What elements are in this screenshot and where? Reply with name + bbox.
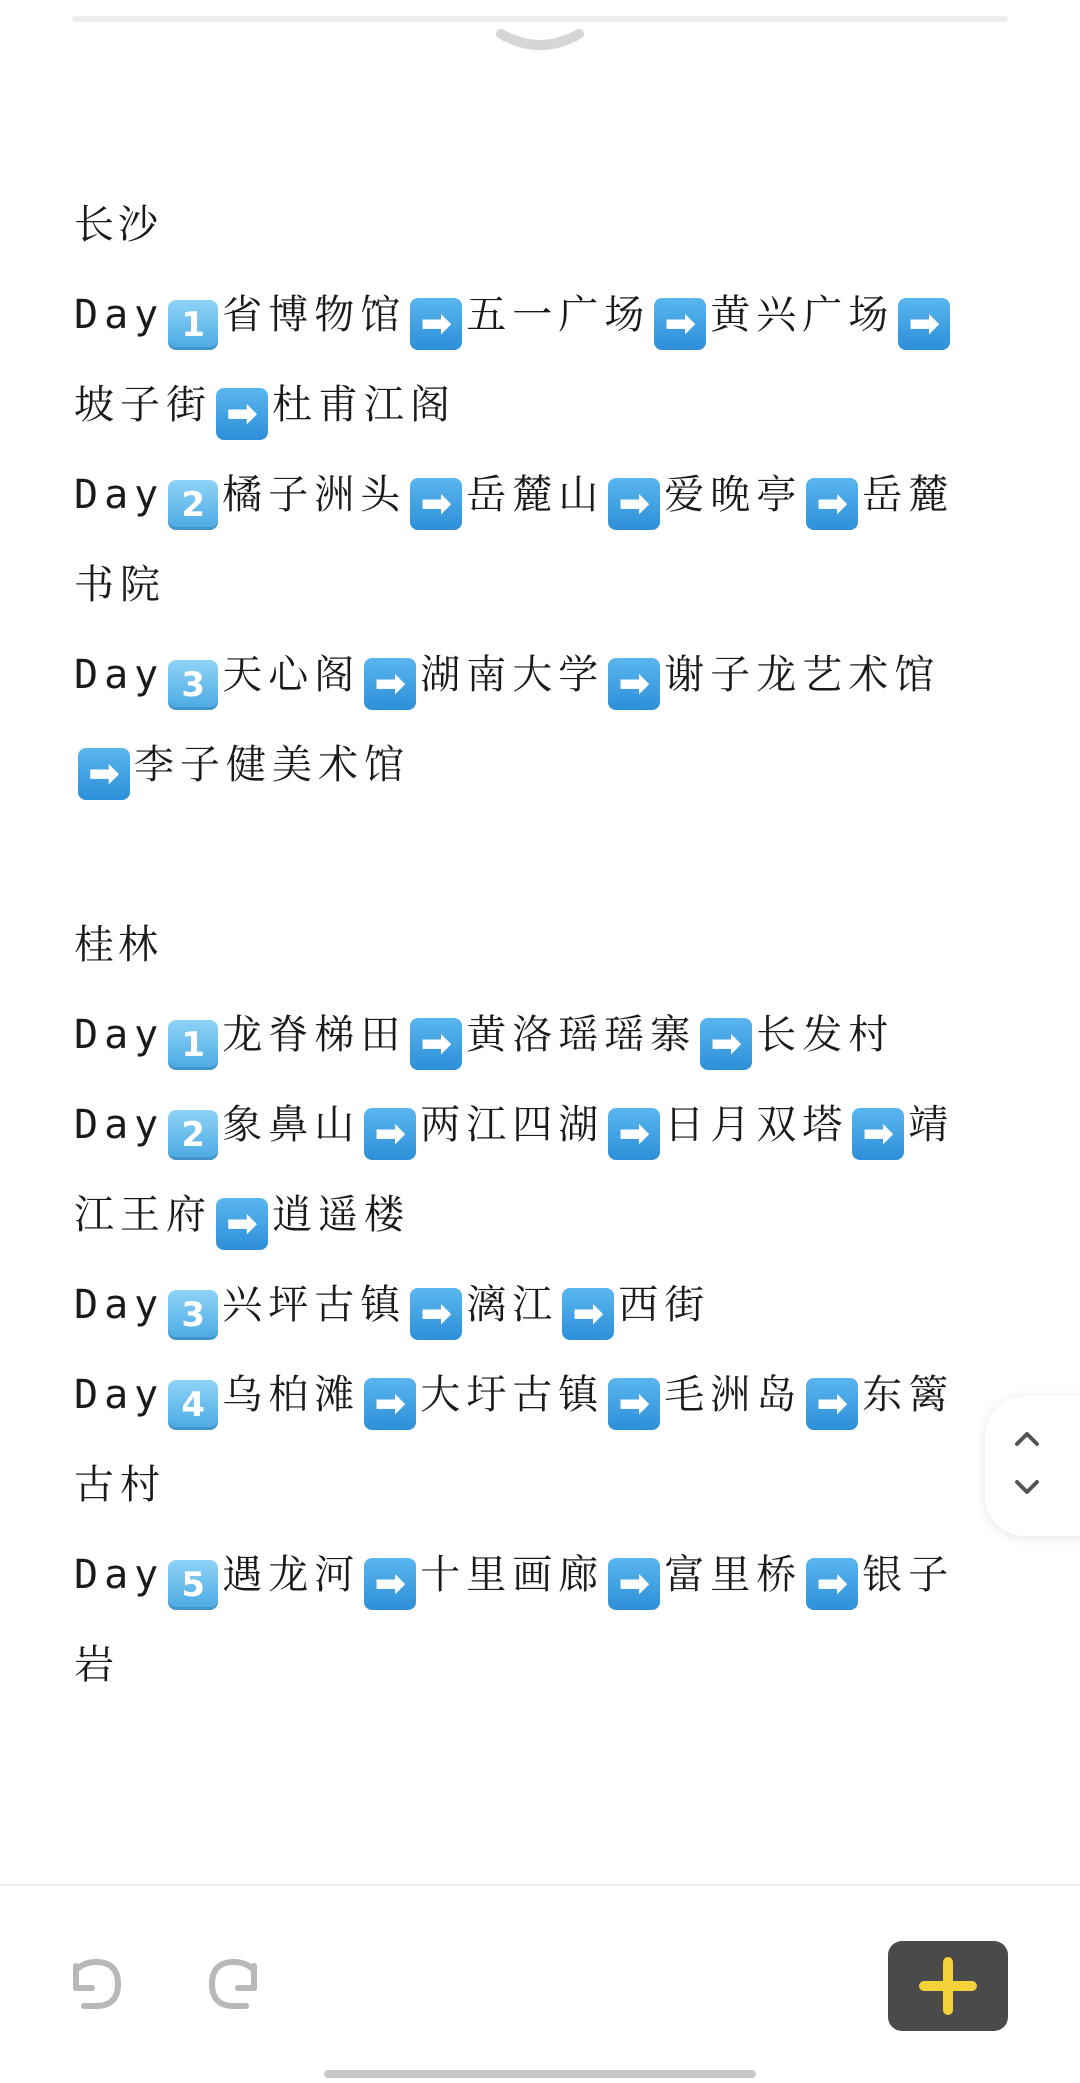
arrow-right-icon: ➡ xyxy=(216,1198,268,1250)
arrow-right-icon: ➡ xyxy=(364,1108,416,1160)
stop-name: 富里桥 xyxy=(664,1552,803,1598)
chevron-down-icon[interactable] xyxy=(1007,1468,1047,1508)
arrow-right-icon: ➡ xyxy=(700,1018,752,1070)
day-number-keycap: 5 xyxy=(168,1560,218,1610)
stop-name: 日月双塔 xyxy=(664,1102,849,1148)
arrow-right-icon: ➡ xyxy=(562,1288,614,1340)
stop-name: 西街 xyxy=(618,1282,711,1328)
scroll-control xyxy=(985,1396,1080,1536)
add-button[interactable] xyxy=(888,1941,1008,2031)
arrow-right-icon: ➡ xyxy=(410,478,462,530)
stop-name: 李子健美术馆 xyxy=(134,742,410,788)
arrow-right-icon: ➡ xyxy=(608,658,660,710)
stop-name: 岳麓书院 xyxy=(74,472,955,608)
stop-name: 橘子洲头 xyxy=(222,472,407,518)
itinerary-line xyxy=(74,450,974,630)
stop-name: 岳麓山 xyxy=(466,472,605,518)
undo-icon[interactable] xyxy=(62,1948,132,2018)
stop-name: 黄兴广场 xyxy=(710,292,895,338)
stop-name: 谢子龙艺术馆 xyxy=(664,652,941,698)
day-number-keycap: 4 xyxy=(168,1380,218,1430)
arrow-right-icon: ➡ xyxy=(410,1288,462,1340)
stop-name: 十里画廊 xyxy=(420,1552,605,1598)
top-divider xyxy=(72,16,1008,22)
itinerary-line xyxy=(74,1350,974,1530)
day-number-keycap: 2 xyxy=(168,480,218,530)
arrow-right-icon: ➡ xyxy=(410,298,462,350)
stop-name: 省博物馆 xyxy=(222,292,407,338)
day-number-keycap: 3 xyxy=(168,1290,218,1340)
itinerary-line xyxy=(74,270,974,450)
plus-icon xyxy=(918,1956,978,2016)
arrow-right-icon: ➡ xyxy=(364,1378,416,1430)
day-prefix: Day xyxy=(74,1282,165,1328)
stop-name: 龙脊梯田 xyxy=(222,1012,407,1058)
city-section xyxy=(74,900,974,1710)
city-heading: 长沙 xyxy=(74,202,162,248)
stop-name: 五一广场 xyxy=(466,292,651,338)
day-prefix: Day xyxy=(74,1372,165,1418)
day-prefix: Day xyxy=(74,1012,165,1058)
arrow-right-icon: ➡ xyxy=(852,1108,904,1160)
arrow-right-icon: ➡ xyxy=(78,748,130,800)
day-prefix: Day xyxy=(74,1102,165,1148)
redo-icon[interactable] xyxy=(198,1948,268,2018)
day-number-keycap: 1 xyxy=(168,300,218,350)
day-number-keycap: 1 xyxy=(168,1020,218,1070)
stop-name: 两江四湖 xyxy=(420,1102,605,1148)
itinerary-line xyxy=(74,990,974,1080)
arrow-right-icon: ➡ xyxy=(364,1558,416,1610)
chevron-down-icon[interactable] xyxy=(495,26,585,62)
stop-name: 遇龙河 xyxy=(222,1552,361,1598)
itinerary-line xyxy=(74,1080,974,1260)
arrow-right-icon: ➡ xyxy=(654,298,706,350)
stop-name: 毛洲岛 xyxy=(664,1372,803,1418)
stop-name: 漓江 xyxy=(466,1282,559,1328)
arrow-right-icon: ➡ xyxy=(608,1378,660,1430)
stop-name: 乌柏滩 xyxy=(222,1372,361,1418)
stop-name: 大圩古镇 xyxy=(420,1372,605,1418)
day-number-keycap: 2 xyxy=(168,1110,218,1160)
day-number-keycap: 3 xyxy=(168,660,218,710)
stop-name: 靖江王府 xyxy=(74,1102,955,1238)
city-heading: 桂林 xyxy=(74,922,162,968)
home-indicator xyxy=(324,2070,756,2078)
arrow-right-icon: ➡ xyxy=(608,478,660,530)
stop-name: 兴坪古镇 xyxy=(222,1282,407,1328)
note-content[interactable] xyxy=(74,180,974,1800)
stop-name: 长发村 xyxy=(756,1012,895,1058)
arrow-right-icon: ➡ xyxy=(898,298,950,350)
day-prefix: Day xyxy=(74,472,165,518)
day-prefix: Day xyxy=(74,652,165,698)
day-prefix: Day xyxy=(74,1552,165,1598)
stop-name: 逍遥楼 xyxy=(272,1192,410,1238)
arrow-right-icon: ➡ xyxy=(806,1378,858,1430)
stop-name: 爱晚亭 xyxy=(664,472,803,518)
arrow-right-icon: ➡ xyxy=(410,1018,462,1070)
city-section xyxy=(74,180,974,810)
stop-name: 坡子街 xyxy=(74,382,212,428)
stop-name: 黄洛瑶瑶寨 xyxy=(466,1012,697,1058)
stop-name: 东篱古村 xyxy=(74,1372,955,1508)
arrow-right-icon: ➡ xyxy=(608,1108,660,1160)
bottom-toolbar xyxy=(0,1884,1080,2083)
itinerary-line xyxy=(74,630,974,810)
stop-name: 银子岩 xyxy=(74,1552,955,1688)
stop-name: 杜甫江阁 xyxy=(272,382,456,428)
day-prefix: Day xyxy=(74,292,165,338)
arrow-right-icon: ➡ xyxy=(608,1558,660,1610)
itinerary-line xyxy=(74,1530,974,1710)
stop-name: 湖南大学 xyxy=(420,652,605,698)
itinerary-line xyxy=(74,1260,974,1350)
stop-name: 象鼻山 xyxy=(222,1102,361,1148)
chevron-up-icon[interactable] xyxy=(1007,1418,1047,1458)
arrow-right-icon: ➡ xyxy=(806,1558,858,1610)
arrow-right-icon: ➡ xyxy=(364,658,416,710)
arrow-right-icon: ➡ xyxy=(806,478,858,530)
arrow-right-icon: ➡ xyxy=(216,388,268,440)
stop-name: 天心阁 xyxy=(222,652,361,698)
